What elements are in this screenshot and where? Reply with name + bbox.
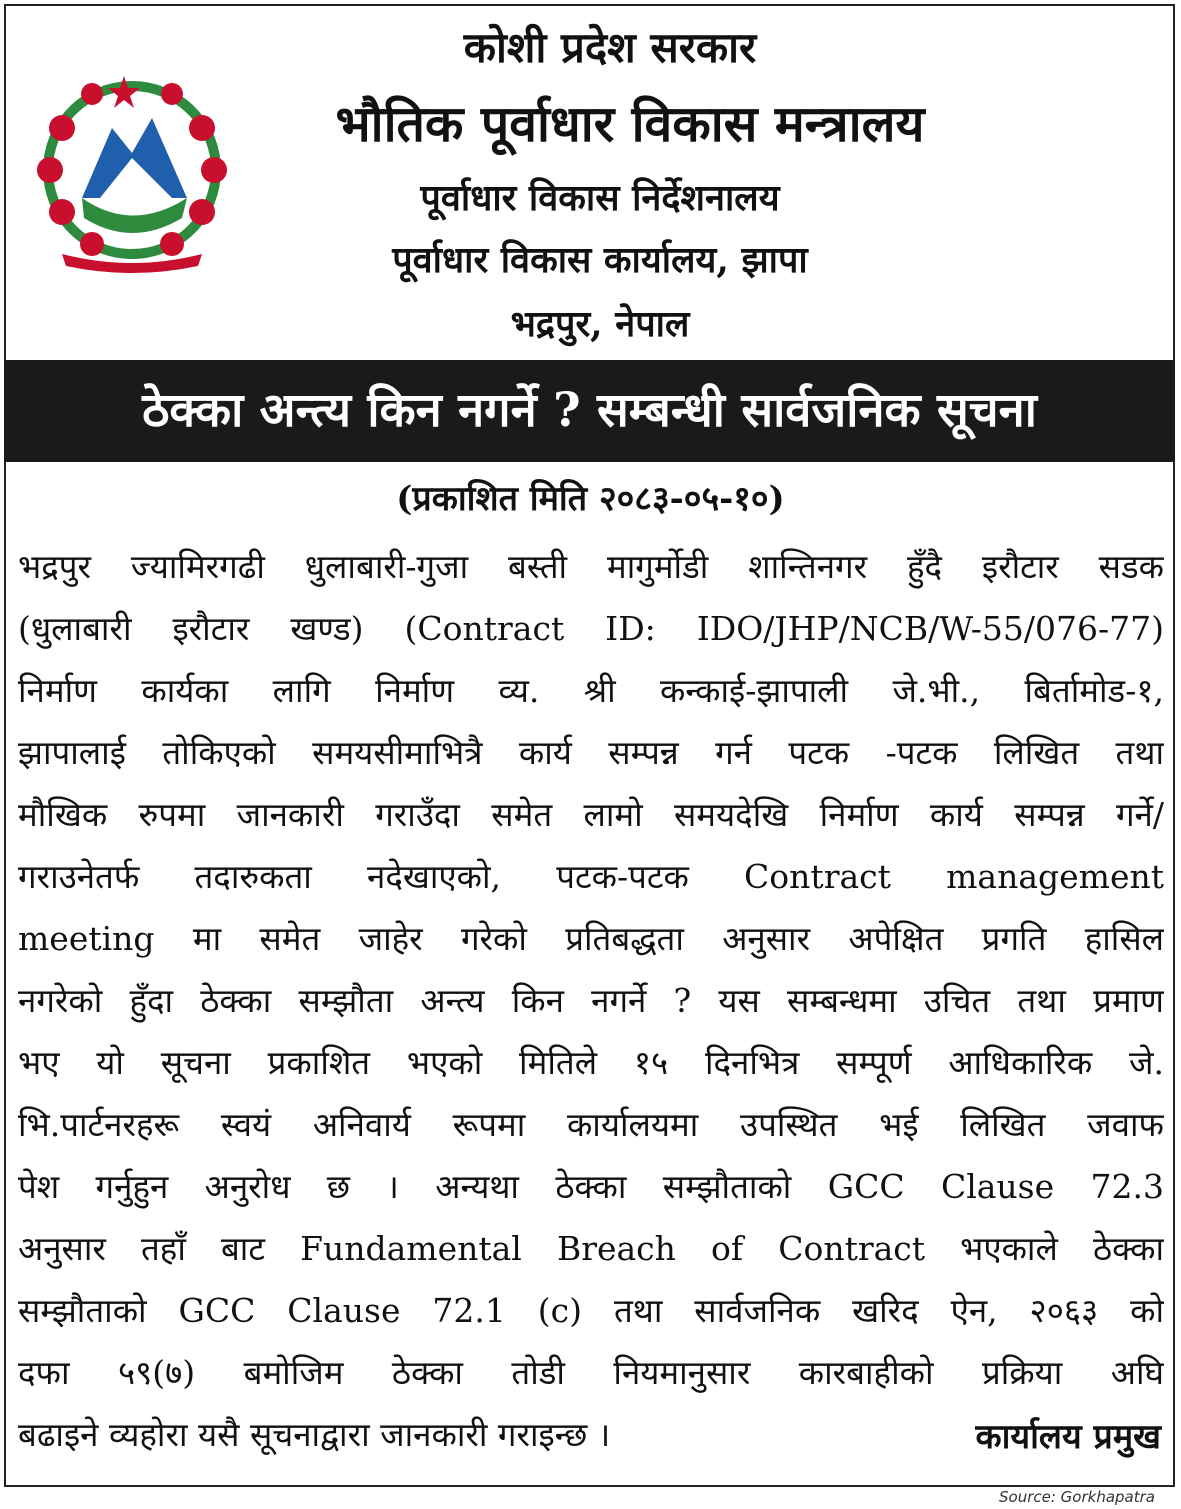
body-line: दफा ५९(७) बमोजिम ठेक्का तोडी नियमानुसार कारबाहीको प्रक्रिया अघि [18, 1353, 1164, 1392]
header-office: पूर्वाधार विकास कार्यालय, झापा [392, 239, 808, 281]
body-line: सम्झौताको GCC Clause 72.1 (c) तथा सार्वजनिक खरिद ऐन, २०६३ को [18, 1291, 1164, 1330]
body-line: (धुलाबारी इरौटार खण्ड) (Contract ID: IDO/JHP/NCB/W-55/076-77) [18, 609, 1164, 648]
body-line: meeting मा समेत जाहेर गरेको प्रतिबद्धता अनुसार अपेक्षित प्रगति हासिल [18, 919, 1164, 958]
body-line: भि.पार्टनरहरू स्वयं अनिवार्य रूपमा कार्यालयमा उपस्थित भई लिखित जवाफ [18, 1105, 1164, 1144]
header-province: कोशी प्रदेश सरकार [463, 23, 757, 72]
body-line: बढाइने व्यहोरा यसै सूचनाद्वारा जानकारी गराइन्छ । [18, 1415, 611, 1454]
body-line: पेश गर्नुहुन अनुरोध छ । अन्यथा ठेक्का सम्झौताको GCC Clause 72.3 [18, 1167, 1164, 1206]
body-line: भद्रपुर ज्यामिरगढी धुलाबारी-गुजा बस्ती मागुर्मोडी शान्तिनगर हुँदै इरौटार सडक [18, 547, 1164, 586]
body-line: अनुसार तहाँ बाट Fundamental Breach of Contract भएकाले ठेक्का [18, 1229, 1164, 1268]
notice-title: ठेक्का अन्त्य किन नगर्ने ? सम्बन्धी सार्वजनिक सूचना [4, 360, 1175, 462]
body-line: भए यो सूचना प्रकाशित भएको मितिले १५ दिनभित्र सम्पूर्ण आधिकारिक जे. [18, 1043, 1164, 1082]
body-line: झापालाई तोकिएको समयसीमाभित्रै कार्य सम्पन्न गर्न पटक -पटक लिखित तथा [18, 733, 1164, 772]
body-line: निर्माण कार्यका लागि निर्माण व्य. श्री कन्काई-झापाली जे.भी., बिर्तामोड-१, [18, 671, 1164, 710]
body-line: मौखिक रुपमा जानकारी गराउँदा समेत लामो समयदेखि निर्माण कार्य सम्पन्न गर्ने/ [18, 795, 1164, 834]
body-line: नगरेको हुँदा ठेक्का सम्झौता अन्त्य किन नगर्ने ? यस सम्बन्धमा उचित तथा प्रमाण [18, 981, 1164, 1020]
source-credit: Source: Gorkhapatra [999, 1488, 1155, 1506]
signature: कार्यालय प्रमुख [975, 1417, 1161, 1457]
header-location: भद्रपुर, नेपाल [510, 303, 690, 345]
header-ministry: भौतिक पूर्वाधार विकास मन्त्रालय [335, 94, 925, 153]
published-date: (प्रकाशित मिति २०८३-०५-१०) [396, 479, 785, 519]
body-line: गराउनेतर्फ तदारुकता नदेखाएको, पटक-पटक Contract management [18, 857, 1164, 896]
header-directorate: पूर्वाधार विकास निर्देशनालय [420, 177, 780, 219]
